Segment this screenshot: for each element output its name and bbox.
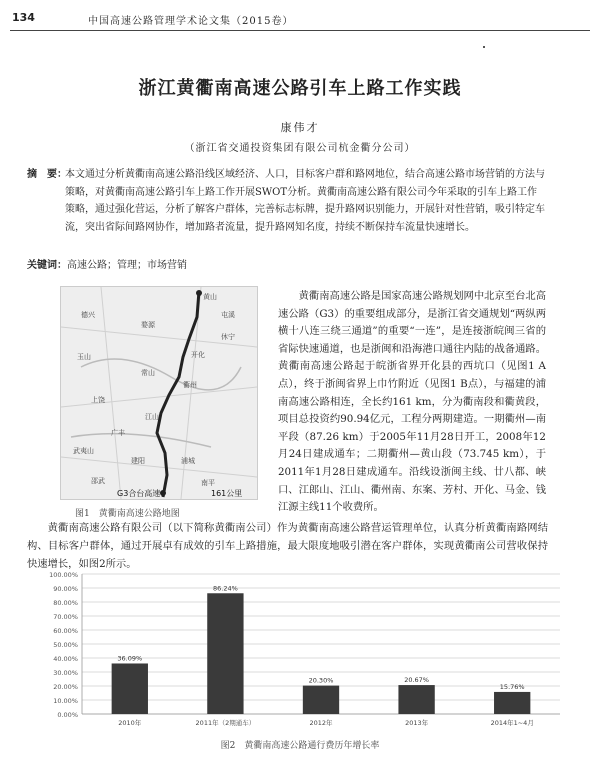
journal-title: 中国高速公路管理学术论文集（2015卷） — [88, 16, 294, 27]
abstract-text: 本文通过分析黄衢南高速公路沿线区域经济、人口，目标客户群和路网地位，结合高速公路市场营销的方法与策略，对黄衢南高速公路引车上路工作开展SWOT分析。黄衢南高速公路有限公司今年采取的引车上路工作策略，通过强化营运，分析了解客户群体，完善标志标牌，提升路网识别能力，开展针对性营销，吸引特定车流，突出省际间路网协作，增加路者流量，提升路网知名度，持续不断保持车流量快速增长。 — [65, 169, 545, 233]
y-tick-label: 10.00% — [53, 697, 78, 705]
map-label: 开化 — [191, 351, 205, 359]
y-tick-label: 90.00% — [53, 585, 78, 593]
map-label: 武夷山 — [73, 447, 94, 455]
author: 康伟才 — [280, 121, 320, 134]
abstract-label: 摘 要： — [27, 169, 67, 180]
bar — [207, 593, 243, 714]
map-label: 161公里 — [211, 489, 243, 498]
keywords-label: 关键词： — [27, 260, 67, 271]
x-category-label: 2013年 — [405, 719, 429, 727]
header-rule — [10, 30, 590, 31]
bar — [494, 692, 530, 714]
bar-value-label: 20.67% — [404, 676, 429, 685]
bar — [398, 685, 434, 714]
map-label: 休宁 — [221, 333, 235, 341]
body-paragraph-1 — [278, 288, 546, 517]
body-paragraph-2 — [27, 520, 548, 573]
figure1-caption: 图1 黄衢南高速公路地图 — [75, 509, 180, 519]
map-label: 黄山 — [203, 293, 217, 301]
bar-value-label: 15.76% — [499, 682, 525, 691]
growth-chart — [30, 568, 570, 740]
bar — [303, 686, 339, 714]
map-label: G3合台高速 — [117, 489, 161, 498]
map-label: 广丰 — [111, 429, 125, 437]
keywords — [27, 256, 187, 271]
page-number: 134 — [12, 11, 35, 24]
x-category-label: 2012年 — [309, 719, 333, 727]
paragraph-2-text: 黄衢南高速公路有限公司（以下简称黄衢南公司）作为黄衢南高速公路营运管理单位，认真分析黄衢南路网结构、目标客户群体，通过开展卓有成效的引车上路措施，最大限度地吸引潜在客户群体，实现黄衢南公司营收保持快速增长，如图2所示。 — [27, 522, 548, 570]
affiliation: （浙江省交通投资集团有限公司杭金衢分公司） — [184, 143, 416, 154]
map-label: 上饶 — [91, 396, 105, 404]
bar-value-label: 20.30% — [308, 676, 334, 685]
y-tick-label: 70.00% — [53, 613, 78, 621]
abstract — [27, 166, 545, 236]
speck — [483, 46, 485, 48]
route-map — [60, 286, 258, 500]
bar-value-label: 86.24% — [213, 584, 238, 593]
map-label: 浦城 — [181, 457, 195, 465]
paragraph-1-text: 黄衢南高速公路是国家高速公路规划网中北京至台北高速公路（G3）的重要组成部分，是浙江省交通规划“两纵两横十八连三绕三通道”的重要“一连”，是连接浙皖闽三省的省际快速通道，也是浙闽和沿海港口通往内陆的战备通路。黄衢南高速公路起于皖浙省界开化县的西坑口（见图1 A点），终于浙闽省界上巾竹附近（见图1 B点），与福建的浦南高速公路相连，全长约161 km，分为衢南段和衢黄段，项目总投资约90.94亿元，工程分两期建造。一期衢州—南平段（87.26 km）于2005年11月28日开工，2008年12月24日建成通车；二期衢州—黄山段（73.745 km），于2011年1月28日建成通车。沿线设浙闽主线、廿八都、峡口、江郎山、江山、衢州南、东案、芳村、开化、马金、钱江源主线11个收费所。 — [278, 290, 546, 514]
y-tick-label: 20.00% — [53, 683, 78, 691]
map-label: 婺源 — [141, 321, 155, 329]
bar-value-label: 36.09% — [117, 654, 143, 663]
map-label: 衢州 — [183, 381, 197, 389]
keywords-text: 高速公路；管理；市场营销 — [67, 260, 187, 271]
map-label: 屯溪 — [221, 311, 235, 319]
y-tick-label: 100.00% — [49, 571, 78, 579]
article-title: 浙江黄衢南高速公路引车上路工作实践 — [138, 78, 462, 99]
map-label: 常山 — [141, 369, 155, 377]
y-tick-label: 60.00% — [53, 627, 78, 635]
running-header — [0, 0, 600, 30]
y-tick-label: 40.00% — [53, 655, 78, 663]
y-tick-label: 50.00% — [53, 641, 78, 649]
map-label: 玉山 — [77, 353, 91, 361]
x-category-label: 2014年1~4月 — [490, 719, 534, 727]
x-category-label: 2010年 — [118, 719, 142, 727]
map-label: 江山 — [145, 413, 159, 421]
map-label: 建阳 — [131, 457, 145, 465]
x-category-label: 2011年（2期通车） — [195, 719, 256, 727]
figure2-caption: 图2 黄衢南高速公路通行费历年增长率 — [220, 741, 380, 751]
y-tick-label: 30.00% — [53, 669, 78, 677]
point-a-marker — [196, 290, 202, 296]
growth-chart-svg — [30, 568, 570, 736]
y-tick-label: 0.00% — [57, 711, 78, 719]
map-label: 邵武 — [91, 477, 105, 485]
map-label: 南平 — [201, 479, 215, 487]
bar — [112, 663, 148, 714]
point-b-marker — [160, 490, 166, 496]
map-label: 德兴 — [81, 311, 95, 319]
route-map-svg — [61, 287, 257, 499]
y-tick-label: 80.00% — [53, 599, 78, 607]
